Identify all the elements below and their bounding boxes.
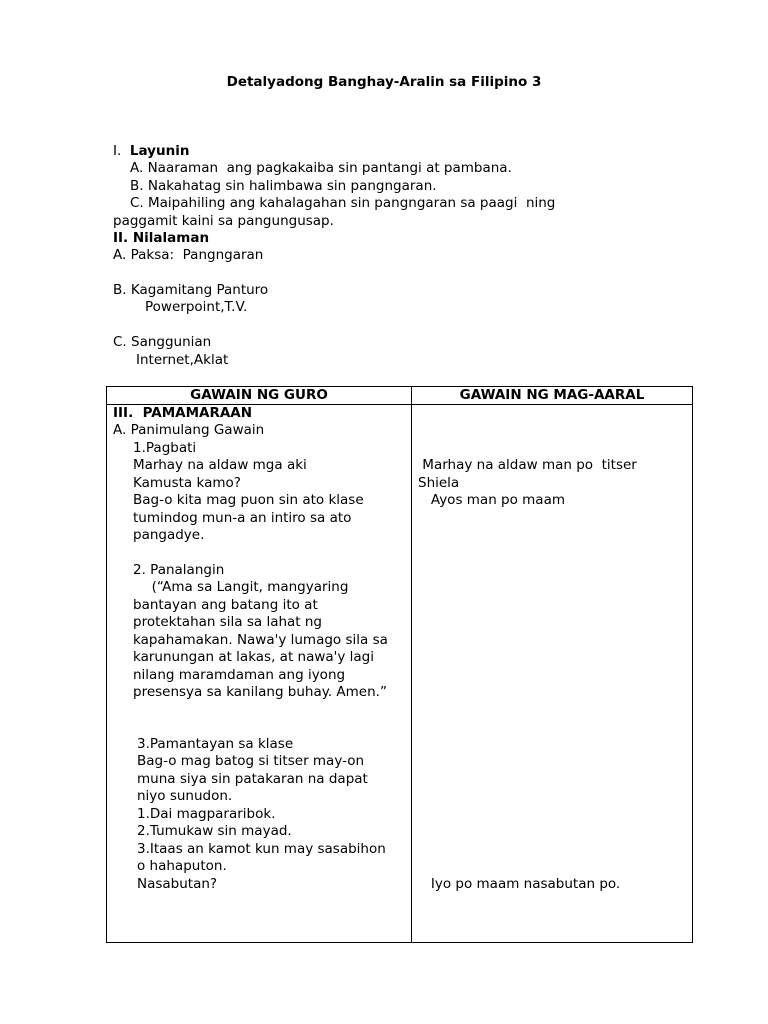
teacher-line: Marhay na aldaw mga aki bbox=[133, 457, 307, 473]
teacher-line: 3.Pamantayan sa klase bbox=[137, 736, 294, 752]
teacher-line: 3.Itaas an kamot kun may sasabihon bbox=[137, 841, 386, 857]
student-activities-cell bbox=[412, 405, 693, 943]
student-line: Marhay na aldaw man po titser bbox=[418, 457, 637, 473]
table-row bbox=[107, 405, 693, 943]
teacher-line: 1.Dai magpararibok. bbox=[137, 806, 276, 822]
objective-item: B. Nakahatag sin halimbawa sin pangngaran. bbox=[130, 178, 437, 194]
roman-numeral: I. bbox=[113, 143, 122, 159]
teacher-line: o hahaputon. bbox=[137, 858, 227, 874]
teacher-line: pangadye. bbox=[133, 527, 205, 543]
teacher-line: tumindog mun-a an intiro sa ato bbox=[133, 510, 352, 526]
document-title: Detalyadong Banghay-Aralin sa Filipino 3 bbox=[226, 74, 542, 90]
content-heading: II. Nilalaman bbox=[113, 230, 210, 246]
teacher-column-header: GAWAIN NG GURO bbox=[107, 387, 412, 405]
teacher-activities-cell bbox=[107, 405, 412, 943]
teacher-line: presensya sa kanilang buhay. Amen.” bbox=[133, 684, 387, 700]
procedure-heading: III. PAMAMARAAN bbox=[113, 405, 253, 421]
objective-item: A. Naaraman ang pagkakaiba sin pantangi at pambana. bbox=[130, 160, 512, 176]
objective-item: C. Maipahiling ang kahalagahan sin pangngaran sa paagi ning bbox=[130, 195, 556, 211]
teacher-line: nilang maramdaman ang iyong bbox=[133, 667, 346, 683]
teacher-line: Bag-o mag batog si titser may-on bbox=[137, 753, 365, 769]
student-line: Ayos man po maam bbox=[418, 492, 566, 508]
lesson-table bbox=[106, 386, 693, 943]
teacher-line: bantayan ang batang ito at bbox=[133, 597, 318, 613]
teacher-line: 2. Panalangin bbox=[133, 562, 225, 578]
teacher-line: 1.Pagbati bbox=[133, 440, 197, 456]
teacher-line: Nasabutan? bbox=[137, 876, 218, 892]
references-label: C. Sanggunian bbox=[113, 334, 212, 350]
topic-line: A. Paksa: Pangngaran bbox=[113, 247, 264, 263]
student-line: Iyo po maam nasabutan po. bbox=[418, 876, 621, 892]
materials-value: Powerpoint,T.V. bbox=[145, 299, 248, 315]
student-line: Shiela bbox=[418, 475, 460, 491]
references-value: Internet,Aklat bbox=[136, 352, 229, 368]
materials-label: B. Kagamitang Panturo bbox=[113, 282, 269, 298]
table-header-row bbox=[107, 387, 693, 405]
teacher-line: Bag-o kita mag puon sin ato klase bbox=[133, 492, 364, 508]
objective-item-continuation: paggamit kaini sa pangungusap. bbox=[113, 213, 334, 229]
teacher-line: 2.Tumukaw sin mayad. bbox=[137, 823, 292, 839]
teacher-line: A. Panimulang Gawain bbox=[113, 422, 265, 438]
student-column-header: GAWAIN NG MAG-AARAL bbox=[412, 387, 693, 405]
teacher-line: (“Ama sa Langit, mangyaring bbox=[143, 579, 349, 595]
teacher-line: muna siya sin patakaran na dapat bbox=[137, 771, 368, 787]
objectives-heading bbox=[113, 143, 189, 160]
teacher-line: karunungan at lakas, at nawa'y lagi bbox=[133, 649, 375, 665]
objectives-title: Layunin bbox=[129, 143, 190, 159]
teacher-line: niyo sunudon. bbox=[137, 788, 233, 804]
teacher-line: kapahamakan. Nawa'y lumago sila sa bbox=[133, 632, 388, 648]
teacher-line: protektahan sila sa lahat ng bbox=[133, 614, 322, 630]
teacher-line: Kamusta kamo? bbox=[133, 475, 241, 491]
